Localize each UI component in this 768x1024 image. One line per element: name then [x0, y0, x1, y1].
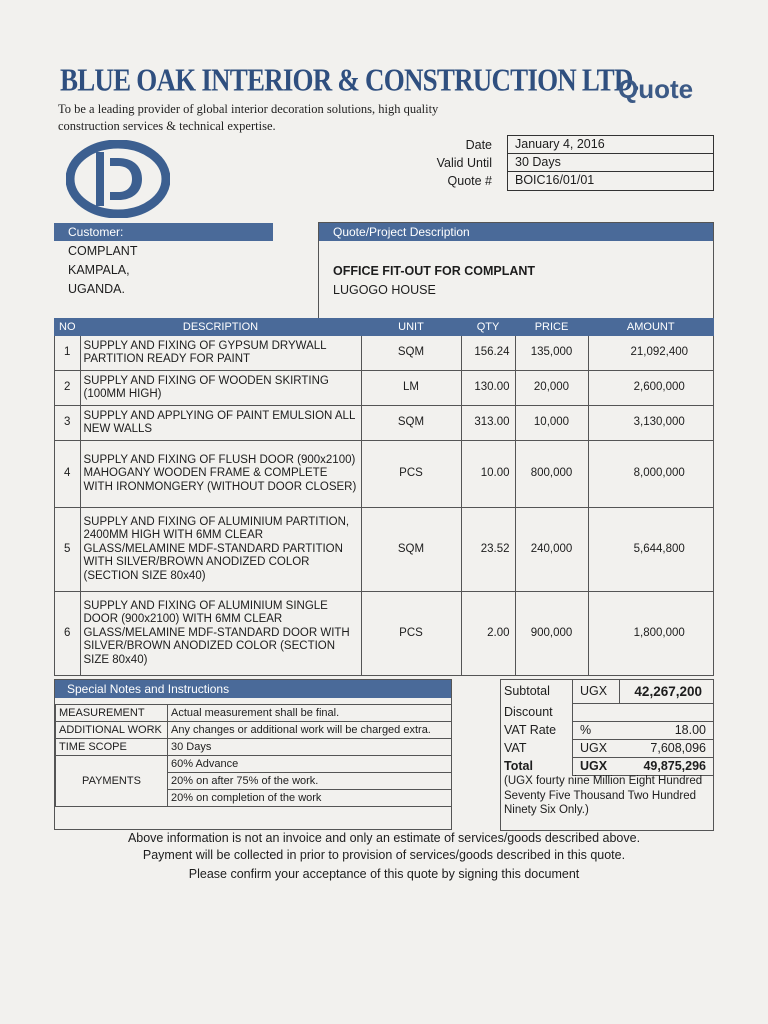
time-scope-label: TIME SCOPE [56, 739, 168, 756]
payment-term-3: 20% on completion of the work [168, 790, 452, 807]
notes-table [55, 704, 452, 807]
vat-label: VAT [504, 741, 527, 755]
project-location: LUGOGO HOUSE [333, 283, 436, 297]
item-unit: SQM [361, 336, 461, 371]
project-title: OFFICE FIT-OUT FOR COMPLANT [333, 264, 536, 278]
subtotal-row [501, 680, 713, 698]
notes-row-measurement [56, 705, 452, 722]
company-tagline: To be a leading provider of global interior decoration solutions, high quality construction services & technical expertise. [58, 102, 439, 133]
item-amount: 21,092,400 [588, 336, 714, 371]
project-heading: Quote/Project Description [319, 223, 713, 241]
item-unit: PCS [361, 592, 461, 676]
item-no: 6 [55, 592, 81, 676]
item-amount: 1,800,000 [588, 592, 714, 676]
col-description: DESCRIPTION [80, 319, 361, 336]
customer-name: COMPLANT [68, 244, 138, 258]
time-scope-text: 30 Days [168, 739, 452, 756]
table-row [55, 406, 714, 441]
col-amount: AMOUNT [588, 319, 714, 336]
measurement-label: MEASUREMENT [56, 705, 168, 722]
item-price: 900,000 [515, 592, 588, 676]
additional-work-text: Any changes or additional work will be charged extra. [168, 722, 452, 739]
measurement-text: Actual measurement shall be final. [168, 705, 452, 722]
item-description: SUPPLY AND FIXING OF ALUMINIUM SINGLE DOOR (900x2100) WITH 6MM CLEAR GLASS/MELAMINE MDF-STANDARD DOOR WITH SILVER/BROWN ANODIZED COLOR (SECTION SIZE 80x40) [80, 592, 361, 676]
vat-rate-label: VAT Rate [504, 723, 557, 737]
subtotal-cell [572, 680, 713, 704]
col-price: PRICE [515, 319, 588, 336]
item-no: 2 [55, 371, 81, 406]
col-no: NO [55, 319, 81, 336]
totals-box [500, 679, 714, 831]
special-notes-box [54, 679, 452, 830]
item-description: SUPPLY AND FIXING OF WOODEN SKIRTING (100MM HIGH) [80, 371, 361, 406]
table-row [55, 336, 714, 371]
vat-currency: UGX [580, 741, 608, 755]
vat-cell [572, 740, 713, 758]
quote-meta-values [507, 135, 714, 191]
date-label: Date [465, 138, 492, 152]
notes-row-additional [56, 722, 452, 739]
vat-rate-unit: % [580, 723, 592, 737]
payments-label: PAYMENTS [56, 756, 168, 807]
payment-term-2: 20% on after 75% of the work. [168, 773, 452, 790]
table-row [55, 592, 714, 676]
item-qty: 23.52 [461, 508, 515, 592]
vat-rate-cell [572, 722, 713, 740]
payment-term-1: 60% Advance [168, 756, 452, 773]
subtotal-currency: UGX [580, 684, 608, 698]
vat-value: 7,608,096 [650, 741, 706, 755]
subtotal-divider [619, 680, 620, 703]
document-type-title: Quote [618, 74, 694, 104]
valid-until-label: Valid Until [436, 156, 492, 170]
item-description: SUPPLY AND APPLYING OF PAINT EMULSION ALL NEW WALLS [80, 406, 361, 441]
amount-in-words: (UGX fourty nine Million Eight Hundred Seventy Five Thousand Two Hundred Ninety Six Only.) [504, 775, 703, 816]
vat-rate-row [501, 722, 713, 740]
item-no: 4 [55, 441, 81, 508]
company-name: BLUE OAK INTERIOR & CONSTRUCTION LTD. [60, 62, 639, 98]
item-qty: 313.00 [461, 406, 515, 441]
special-notes-heading: Special Notes and Instructions [55, 680, 451, 698]
col-unit: UNIT [361, 319, 461, 336]
item-no: 5 [55, 508, 81, 592]
company-logo-icon [66, 140, 170, 218]
footer-disclaimer: Above information is not an invoice and only an estimate of services/goods described above. [127, 831, 641, 845]
item-description: SUPPLY AND FIXING OF GYPSUM DRYWALL PARTITION READY FOR PAINT [80, 336, 361, 371]
footer-acceptance-note: Please confirm your acceptance of this quote by signing this document [188, 867, 580, 881]
item-price: 135,000 [515, 336, 588, 371]
additional-work-label: ADDITIONAL WORK [56, 722, 168, 739]
customer-city: KAMPALA, [68, 263, 130, 277]
items-table [54, 318, 714, 676]
quote-meta-labels [400, 136, 492, 190]
discount-row [501, 704, 713, 722]
item-description: SUPPLY AND FIXING OF ALUMINIUM PARTITION, 2400MM HIGH WITH 6MM CLEAR GLASS/MELAMINE MDF-STANDARD PARTITION WITH SILVER/BROWN ANODIZED COLOR (SECTION SIZE 80x40) [80, 508, 361, 592]
table-row [55, 508, 714, 592]
quote-number-value: BOIC16/01/01 [515, 173, 595, 187]
footer-payment-note: Payment will be collected in prior to provision of services/goods described in this quote. [142, 848, 626, 862]
item-description: SUPPLY AND FIXING OF FLUSH DOOR (900x2100) MAHOGANY WOODEN FRAME & COMPLETE WITH IRONMONGERY (WITHOUT DOOR CLOSER) [80, 441, 361, 508]
item-unit: PCS [361, 441, 461, 508]
notes-row-payment-1 [56, 756, 452, 773]
vat-rate-value: 18.00 [674, 723, 706, 737]
item-amount: 8,000,000 [588, 441, 714, 508]
item-qty: 2.00 [461, 592, 515, 676]
vat-row [501, 740, 713, 758]
item-unit: SQM [361, 508, 461, 592]
item-amount: 3,130,000 [588, 406, 714, 441]
table-row [55, 371, 714, 406]
items-header-row [55, 319, 714, 336]
customer-country: UGANDA. [68, 282, 125, 296]
project-description-box [318, 222, 714, 319]
quote-number-label: Quote # [447, 174, 492, 188]
item-no: 3 [55, 406, 81, 441]
col-qty: QTY [461, 319, 515, 336]
item-qty: 10.00 [461, 441, 515, 508]
table-row [55, 441, 714, 508]
item-qty: 130.00 [461, 371, 515, 406]
total-currency: UGX [580, 759, 608, 773]
valid-until-value: 30 Days [508, 154, 713, 172]
customer-heading: Customer: [54, 223, 273, 241]
subtotal-value: 42,267,200 [634, 684, 702, 699]
discount-label: Discount [504, 705, 553, 719]
item-no: 1 [55, 336, 81, 371]
subtotal-label: Subtotal [504, 684, 550, 698]
item-unit: LM [361, 371, 461, 406]
item-qty: 156.24 [461, 336, 515, 371]
date-value: January 4, 2016 [508, 136, 713, 154]
item-price: 800,000 [515, 441, 588, 508]
customer-address [68, 242, 137, 299]
item-price: 20,000 [515, 371, 588, 406]
item-amount: 5,644,800 [588, 508, 714, 592]
discount-cell [572, 704, 713, 722]
item-price: 240,000 [515, 508, 588, 592]
item-amount: 2,600,000 [588, 371, 714, 406]
total-value: 49,875,296 [643, 759, 706, 773]
item-unit: SQM [361, 406, 461, 441]
total-label: Total [504, 759, 533, 773]
notes-row-time [56, 739, 452, 756]
item-price: 10,000 [515, 406, 588, 441]
